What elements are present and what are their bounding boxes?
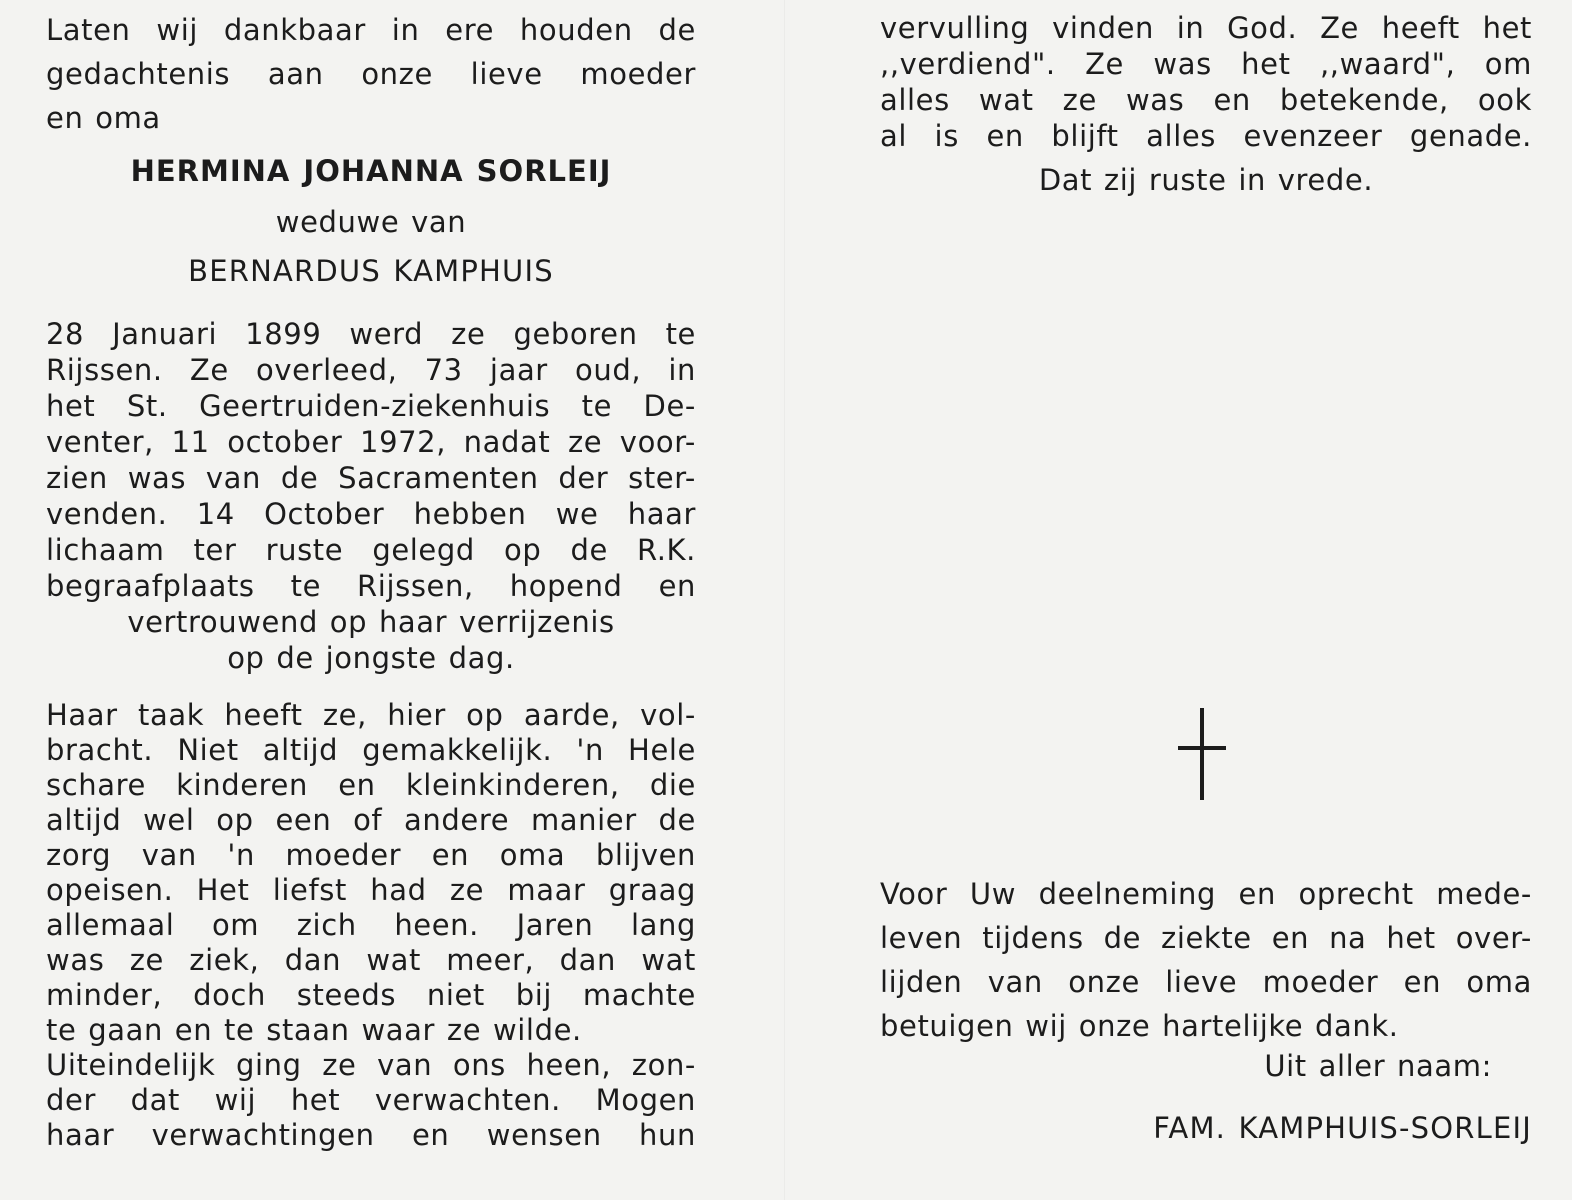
tribute-line: te gaan en te staan waar ze wilde. — [46, 1013, 582, 1047]
family-signature: FAM. KAMPHUIS-SORLEIJ — [1153, 1111, 1532, 1145]
continuation-line: al is en blijft alles evenzeer genade. — [880, 119, 1532, 153]
tribute-line: bracht. Niet altijd gemakkelijk. 'n Hele — [46, 733, 696, 767]
rest-in-peace: Dat zij ruste in vrede. — [1038, 163, 1374, 197]
intro-line: Laten wij dankbaar in ere houden de — [46, 13, 696, 47]
bio-line: het St. Geertruiden-ziekenhuis te De- — [46, 389, 696, 423]
deceased-name: HERMINA JOHANNA SORLEIJ — [130, 154, 612, 188]
tribute-line: zorg van 'n moeder en oma blijven — [46, 838, 696, 872]
tribute-line: Uiteindelijk ging ze van ons heen, zon- — [46, 1048, 696, 1082]
continuation-line: ,,verdiend". Ze was het ,,waard", om — [880, 47, 1532, 81]
bio-line: Rijssen. Ze overleed, 73 jaar oud, in — [46, 353, 696, 387]
bio-line: zien was van de Sacramenten der ster- — [46, 461, 696, 495]
intro-line: en oma — [46, 101, 161, 135]
bio-line: op de jongste dag. — [227, 641, 515, 675]
bio-line: 28 Januari 1899 werd ze geboren te — [46, 317, 696, 351]
tribute-line: Haar taak heeft ze, hier op aarde, vol- — [46, 698, 696, 732]
thanks-line: leven tijdens de ziekte en na het over- — [880, 921, 1532, 955]
tribute-line: minder, doch steeds niet bij machte — [46, 978, 696, 1012]
husband-name: BERNARDUS KAMPHUIS — [188, 254, 554, 288]
bio-line: venter, 11 october 1972, nadat ze voor- — [46, 425, 696, 459]
thanks-line: betuigen wij onze hartelijke dank. — [880, 1009, 1399, 1043]
tribute-line: haar verwachtingen en wensen hun — [46, 1118, 696, 1152]
widow-of-label: weduwe van — [275, 205, 467, 239]
thanks-line: lijden van onze lieve moeder en oma — [880, 965, 1532, 999]
intro-line: gedachtenis aan onze lieve moeder — [46, 57, 696, 91]
thanks-line: Voor Uw deelneming en oprecht mede- — [880, 877, 1532, 911]
bio-line: vertrouwend op haar verrijzenis — [127, 605, 615, 639]
fold-line — [784, 0, 785, 1200]
bio-line: venden. 14 October hebben we haar — [46, 497, 696, 531]
bio-line: lichaam ter ruste gelegd op de R.K. — [46, 533, 696, 567]
tribute-line: altijd wel op een of andere manier de — [46, 803, 696, 837]
continuation-line: alles wat ze was en betekende, ook — [880, 83, 1532, 117]
tribute-line: schare kinderen en kleinkinderen, die — [46, 768, 696, 802]
tribute-line: allemaal om zich heen. Jaren lang — [46, 908, 696, 942]
tribute-line: der dat wij het verwachten. Mogen — [46, 1083, 696, 1117]
cross-icon — [1178, 708, 1226, 800]
on-behalf-label: Uit aller naam: — [1264, 1049, 1492, 1083]
tribute-line: was ze ziek, dan wat meer, dan wat — [46, 943, 696, 977]
tribute-line: opeisen. Het liefst had ze maar graag — [46, 873, 696, 907]
bio-line: begraafplaats te Rijssen, hopend en — [46, 569, 696, 603]
continuation-line: vervulling vinden in God. Ze heeft het — [880, 11, 1532, 45]
